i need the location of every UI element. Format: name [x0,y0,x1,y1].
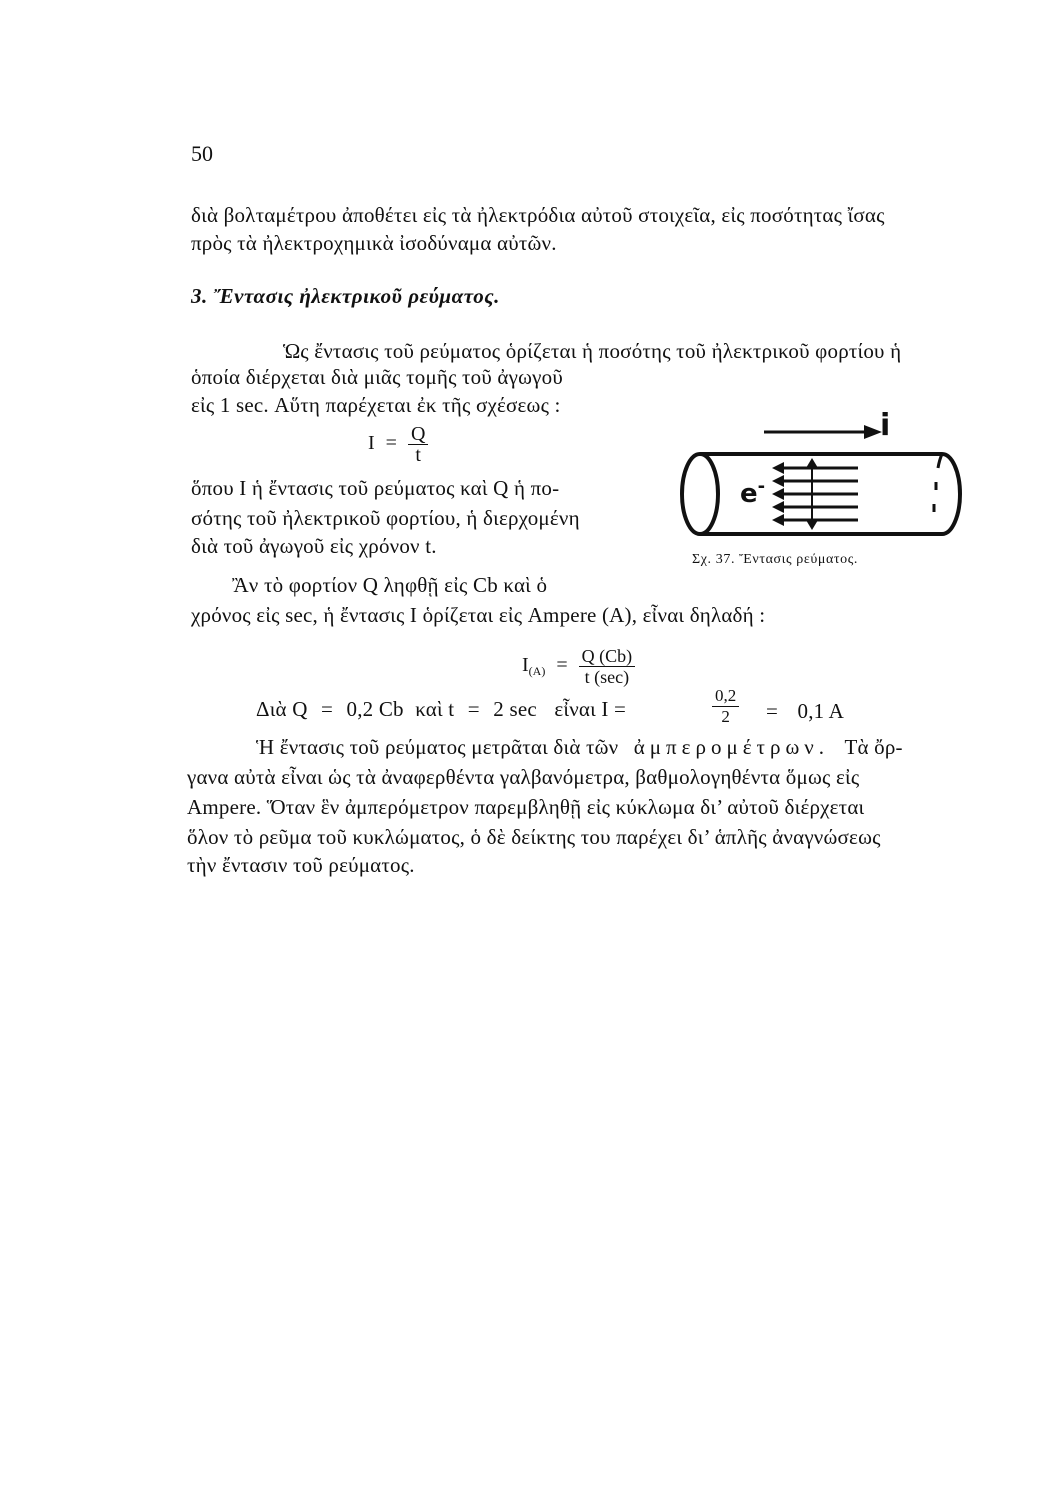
example-verb: εἶναι I = [554,697,627,721]
formula-current-numerator: Q [408,424,428,445]
conductor-right-end-dash-1 [938,454,942,468]
explanation-line-2: σότης τοῦ ἠλεκτρικοῦ φορτίου, ἡ διερχομένη [191,506,580,530]
section-title: 3. Ἔντασις ἠλεκτρικοῦ ρεύματος. [191,284,500,308]
example-fraction-group [712,686,739,727]
current-label: i [880,408,891,443]
formula-current-fraction [408,424,428,465]
formula-current-denominator: t [415,444,421,466]
example-q-value: 0,2 Cb [346,697,404,721]
example-numerator: 0,2 [712,686,739,707]
units-line-2: χρόνος εἰς sec, ἡ ἔντασις I ὁρίζεται εἰς Ampere (A), εἶναι δηλαδή : [191,603,766,627]
example-eq2: = [467,697,480,721]
ammeter-term: ἀμπερομέτρων. [633,735,830,759]
electron-flow-arrows [772,462,858,526]
ammeter-line-2: γανα αὐτὰ εἶναι ὡς τὰ ἀναφερθέντα γαλβανόμετρα, βαθμολογηθέντα ὅμως εἰς [187,765,860,789]
explanation-line-3: διὰ τοῦ ἀγωγοῦ εἰς χρόνον t. [191,534,437,558]
electron-label [740,476,765,509]
ammeter-line-1-start: Ἡ ἔντασις τοῦ ρεύματος μετρᾶται διὰ τῶν [256,735,619,759]
ammeter-line-3: Ampere. Ὅταν ἓν ἀμπερόμετρον παρεμβληθῇ εἰς κύκλωμα δι’ αὐτοῦ διέρχεται [187,795,865,819]
units-line-1: Ἂν τὸ φορτίον Q ληφθῇ εἰς Cb καὶ ὁ [232,573,548,597]
figure-caption: Σχ. 37. Ἔντασις ρεύματος. [692,552,858,567]
example-prefix: Διὰ Q [256,697,308,721]
formula-ampere-denominator: t (sec) [584,667,630,687]
formula-ampere-numerator: Q (Cb) [579,646,636,667]
intro-line-2: πρὸς τὰ ἠλεκτροχημικὰ ἰσοδύναμα αὐτῶν. [191,231,557,255]
ammeter-line-1-end: Τὰ ὄρ- [844,735,903,759]
formula-ampere-eq: = [556,654,568,677]
definition-line-1: Ὡς ἔντασις τοῦ ρεύματος ὁρίζεται ἡ ποσότης τοῦ ἠλεκτρικοῦ φορτίου ἡ [283,339,902,363]
formula-ampere [522,646,635,687]
formula-ampere-subscript: (A) [528,664,546,679]
electron-symbol: e [740,479,758,509]
example-conj: καὶ t [415,697,455,721]
example-line [256,694,626,724]
example-fraction [712,686,739,727]
example-result-group [766,696,844,726]
conductor-right-end [942,454,960,534]
page-number: 50 [191,141,213,166]
definition-line-3: εἰς 1 sec. Αὕτη παρέχεται ἐκ τῆς σχέσεως : [191,393,561,417]
formula-ampere-fraction [579,646,636,687]
formula-current-lhs: I [368,432,375,455]
conductor-left-end [682,454,718,534]
ammeter-line-4: ὅλον τὸ ρεῦμα τοῦ κυκλώματος, ὁ δὲ δείκτης του παρέχει δι’ ἁπλῆς ἀναγνώσεως [187,825,881,849]
electron-charge-sign: - [757,476,766,497]
explanation-line-1: ὅπου I ἡ ἔντασις τοῦ ρεύματος καὶ Q ἡ πο- [191,476,560,500]
ammeter-line-5: τὴν ἔντασιν τοῦ ρεύματος. [187,853,415,877]
ammeter-line-1 [256,732,903,762]
formula-current [368,424,428,465]
formula-ampere-lhs: I [522,654,529,677]
example-result: 0,1 A [797,699,845,723]
example-denominator: 2 [721,707,730,726]
figure-37 [672,408,972,588]
formula-current-eq: = [385,432,397,455]
intro-line-1: διὰ βολταμέτρου ἀποθέτει εἰς τὰ ἠλεκτρόδια αὐτοῦ στοιχεῖα, εἰς ποσότητας ἴσας [191,203,885,227]
definition-line-2: ὁποία διέρχεται διὰ μιᾶς τομῆς τοῦ ἀγωγοῦ [191,365,563,389]
example-eq1: = [321,697,334,721]
example-eq3: = [766,699,779,723]
example-t-value: 2 sec [493,697,537,721]
